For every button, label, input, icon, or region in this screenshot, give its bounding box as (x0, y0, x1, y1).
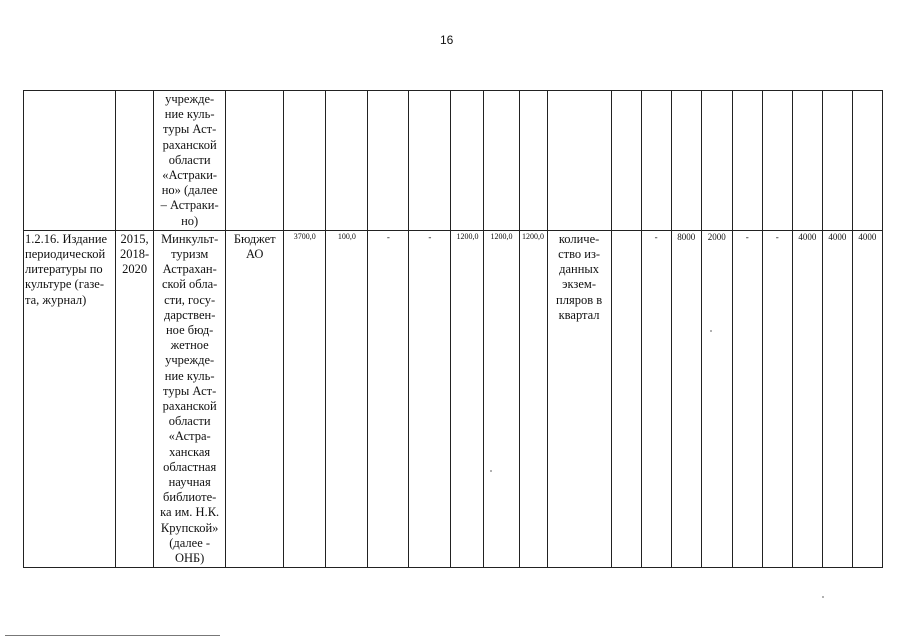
cell-total: 3700,0 (284, 230, 326, 567)
cell-ind-3: 8000 (671, 230, 701, 567)
cell-ind-1 (611, 91, 641, 231)
scan-speck (490, 470, 492, 472)
page-number: 16 (440, 33, 454, 47)
cell-indicator: количе- ство из- данных экзем- пляров в квартал (547, 230, 611, 567)
cell-executor: Минкульт- туризм Астрахан- ской обла- сти, госу- дарствен- ное бюд- жетное учрежде- ние куль- туры Аст- раханской области «Астра- ханская областная научная библиоте- ка им. Н.К. Крупской» (далее - ОНБ) (154, 230, 226, 567)
cell-ind-7: 4000 (792, 230, 822, 567)
program-table (23, 90, 883, 568)
table-row-continued (24, 91, 883, 231)
cell-ind-6: - (762, 230, 792, 567)
cell-2016 (368, 91, 409, 231)
table-row-main (24, 230, 883, 567)
cell-source: Бюджет АО (226, 230, 284, 567)
cell-executor: учрежде- ние куль- туры Аст- раханской области «Астраки- но» (далее – Астраки- но) (154, 91, 226, 231)
cell-ind-9: 4000 (852, 230, 882, 567)
cell-ind-3 (671, 91, 701, 231)
cell-name (24, 91, 116, 231)
cell-2015: 100,0 (326, 230, 368, 567)
cell-ind-4: 2000 (701, 230, 732, 567)
cell-2019 (484, 91, 519, 231)
cell-years: 2015, 2018- 2020 (116, 230, 154, 567)
cell-total (284, 91, 326, 231)
cell-2016: - (368, 230, 409, 567)
cell-ind-1 (611, 230, 641, 567)
cell-ind-4 (701, 91, 732, 231)
cell-indicator (547, 91, 611, 231)
cell-2019: 1200,0 (484, 230, 519, 567)
cell-2017: - (409, 230, 451, 567)
cell-ind-9 (852, 91, 882, 231)
cell-source (226, 91, 284, 231)
cell-2015 (326, 91, 368, 231)
cell-2017 (409, 91, 451, 231)
cell-name: 1.2.16. Издание периодической литературы по культуре (газе-та, журнал) (24, 230, 116, 567)
cell-ind-5: - (732, 230, 762, 567)
cell-ind-2 (641, 91, 671, 231)
cell-ind-8 (822, 91, 852, 231)
cell-years (116, 91, 154, 231)
cell-ind-7 (792, 91, 822, 231)
cell-2018 (451, 91, 484, 231)
scan-speck (710, 330, 712, 332)
cell-2018: 1200,0 (451, 230, 484, 567)
scan-speck (822, 596, 824, 598)
cell-ind-6 (762, 91, 792, 231)
cell-ind-8: 4000 (822, 230, 852, 567)
cell-ind-2: - (641, 230, 671, 567)
cell-2020 (519, 91, 547, 231)
cell-ind-5 (732, 91, 762, 231)
footnote-divider (5, 635, 220, 636)
cell-2020: 1200,0 (519, 230, 547, 567)
